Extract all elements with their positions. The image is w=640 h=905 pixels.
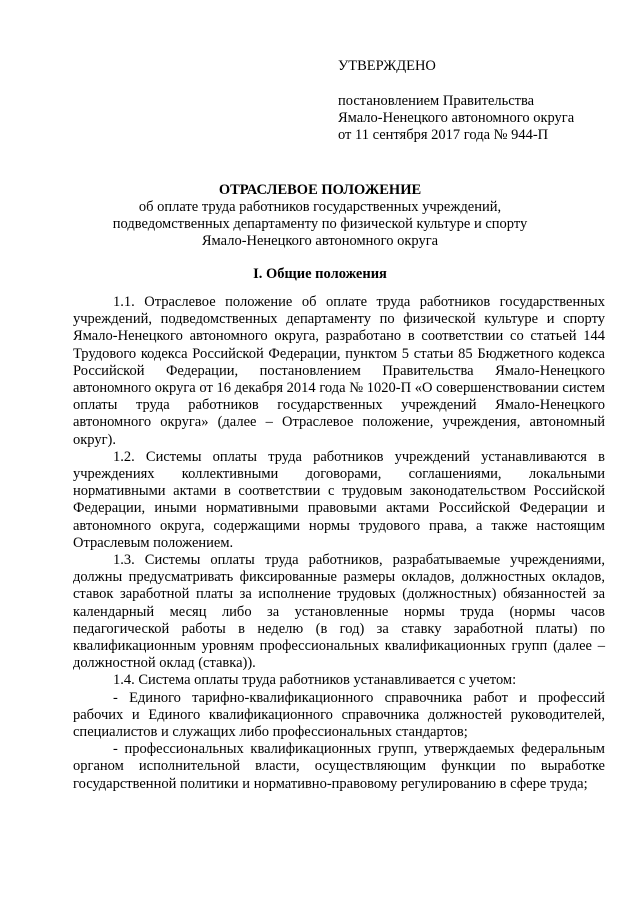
paragraph-1-2: 1.2. Системы оплаты труда работников учреждений устанавливаются в учреждениях коллективными договорами, соглашениями, локальными нормативными актами в соответствии с трудовым законодательством Российской Федерации, иными нормативными правовыми актами Российской Федерации и автономного округа, содержащими нормы трудового права, а также настоящим Отраслевым положением. (73, 448, 605, 551)
approval-stamp-label: УТВЕРЖДЕНО (338, 58, 436, 74)
paragraph-1-4: 1.4. Система оплаты труда работников устанавливается с учетом: (113, 672, 517, 689)
section-heading: I. Общие положения (253, 266, 387, 282)
document-subtitle-line-1: об оплате труда работников государственных учреждений, (138, 199, 502, 215)
document-subtitle-line-3: Ямало-Ненецкого автономного округа (201, 233, 439, 249)
approval-block (338, 58, 608, 144)
document-title-block (60, 182, 580, 250)
paragraph-1-1: 1.1. Отраслевое положение об оплате труда работников государственных учреждений, подведомственных департаменту по физической культуре и спорту Ямало-Ненецкого автономного округа, разработано в соответствии со статьей 144 Трудового кодекса Российской Федерации, пунктом 5 статьи 85 Бюджетного кодекса Российской Федерации, постановлением Правительства Ямало-Ненецкого автономного округа от 16 декабря 2014 года № 1020-П «О совершенствовании систем оплаты труда работников государственных учреждений Ямало-Ненецкого автономного округа» (далее – Отраслевое положение, учреждения, автономный округ). (73, 294, 605, 448)
approval-line-1: постановлением Правительства (338, 93, 535, 109)
document-title: ОТРАСЛЕВОЕ ПОЛОЖЕНИЕ (218, 182, 422, 198)
approval-line-2: Ямало-Ненецкого автономного округа (338, 110, 575, 126)
list-item-qualification-groups: - профессиональных квалификационных групп, утверждаемых федеральным органом исполнительной власти, осуществляющим функции по выработке государственной политики и нормативно-правовому регулированию в сфере труда; (73, 741, 605, 792)
list-item-tariff-reference: - Единого тарифно-квалификационного справочника работ и профессий рабочих и Единого квалификационного справочника должностей руководителей, специалистов и служащих либо профессиональных стандартов; (73, 689, 605, 741)
paragraph-1-3: 1.3. Системы оплаты труда работников, разрабатываемые учреждениями, должны предусматривать фиксированные размеры окладов, должностных окладов, ставок заработной платы за исполнение трудовых (должностных) обязанностей за календарный месяц либо за установленные нормы труда (нормы часов педагогической работы в неделю (в год) за ставку заработной платы) по квалификационным уровням профессиональных квалификационных групп (далее – должностной оклад (ставка)). (73, 552, 605, 672)
approval-line-3: от 11 сентября 2017 года № 944-П (338, 127, 549, 143)
document-body (73, 294, 605, 793)
document-subtitle-line-2: подведомственных департаменту по физической культуре и спорту (112, 216, 528, 232)
